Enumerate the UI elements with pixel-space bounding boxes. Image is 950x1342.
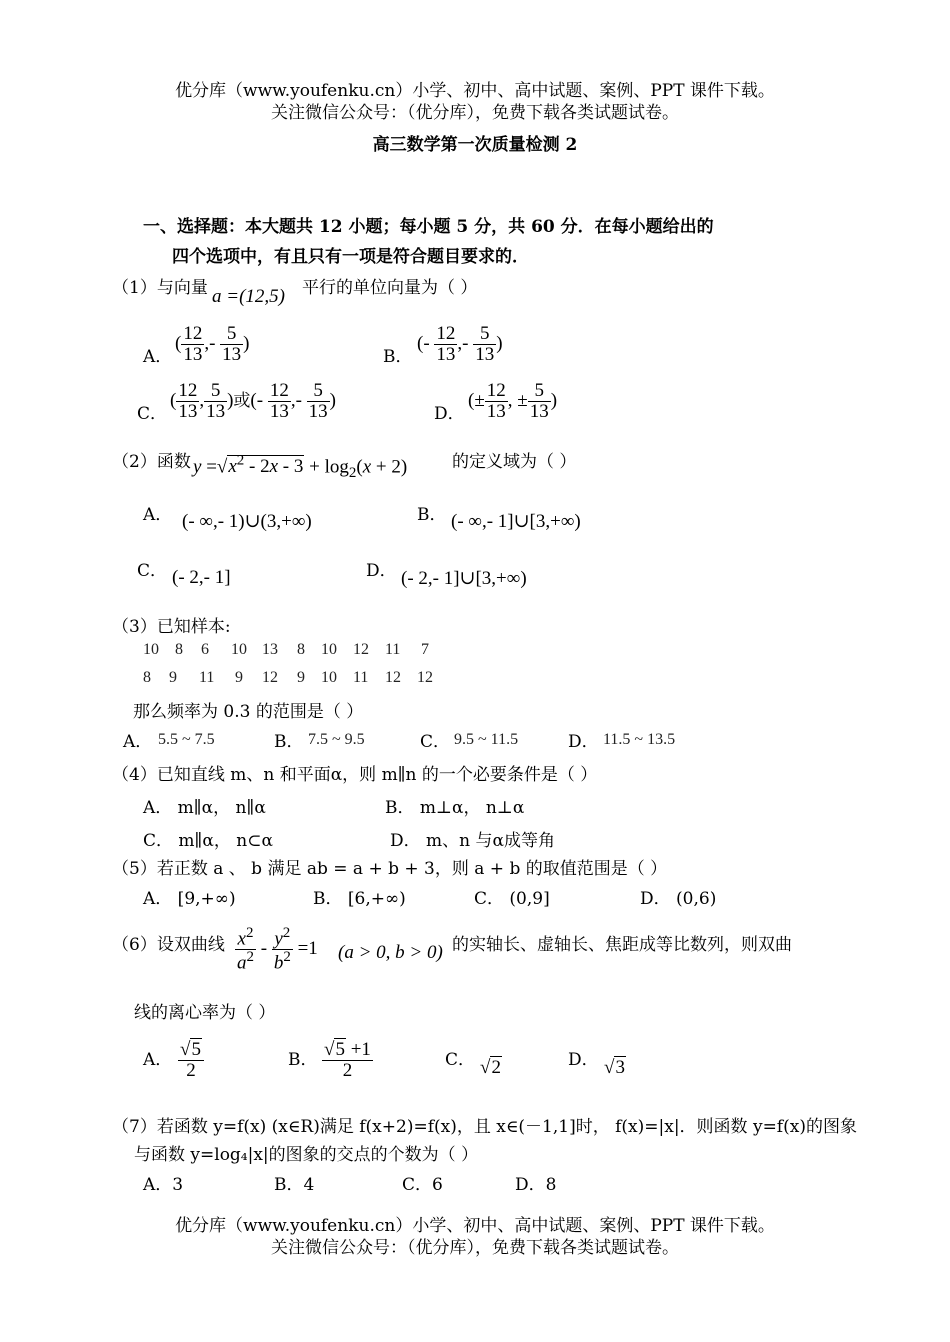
q1-option-a-label: A．: [143, 347, 173, 367]
footer-line-1: 优分库（www.youfenku.cn）小学、初中、高中试题、案例、PPT 课件下载。: [175, 1216, 775, 1236]
sample-value: 12: [262, 669, 278, 686]
sample-value: 11: [199, 669, 215, 686]
q3-option-c-value: 9.5 ~ 11.5: [454, 731, 519, 748]
q6-condition: (a > 0, b > 0): [338, 942, 443, 963]
q1-prefix: （1）与向量: [112, 278, 208, 298]
q4-option-a: A． m∥α， n∥α: [143, 798, 266, 818]
q6-option-b-expr: $\frac{√5 +1}{2}$: [324, 1039, 371, 1081]
sample-value: 12: [353, 641, 369, 658]
q1-suffix: 平行的单位向量为（ ）: [302, 278, 478, 298]
sample-value: 11: [385, 641, 401, 658]
q1-option-c-label: C．: [137, 404, 168, 424]
sample-value: 9: [235, 669, 243, 686]
header-line-2: 关注微信公众号：（优分库），免费下载各类试题试卷。: [271, 103, 679, 123]
q2-function: $y =√x^2 - 2x - 3 + \log_2(x + 2)$: [193, 453, 408, 482]
q6-option-c-label: C．: [445, 1050, 476, 1070]
sample-value: 6: [201, 641, 209, 658]
sample-value: 10: [143, 641, 159, 658]
q2-option-c-label: C．: [137, 561, 168, 581]
q3-option-b-value: 7.5 ~ 9.5: [308, 731, 365, 748]
q6-suffix: 的实轴长、虚轴长、焦距成等比数列，则双曲: [452, 935, 792, 955]
sample-value: 9: [297, 669, 305, 686]
q2-prefix: （2）函数: [112, 452, 191, 472]
q5-option-b: B． [6,+∞): [313, 889, 406, 909]
q6-option-b-label: B．: [288, 1050, 318, 1070]
q3-option-b-label: B．: [274, 732, 304, 752]
q6-line-2: 线的离心率为（ ）: [134, 1003, 276, 1023]
q5-option-a: A． [9,+∞): [143, 889, 236, 909]
q1-option-c-expr: ( $\frac{12}{13}$ , $\frac{5}{13}$ )或(- $\frac{12}{13}$ ,- $\frac{5}{13}$ ): [170, 380, 336, 422]
q1-option-d-label: D．: [434, 404, 465, 424]
q1-option-b-label: B．: [383, 347, 413, 367]
q2-option-d-expr: (- 2,- 1]∪[3,+∞): [401, 568, 527, 589]
sample-value: 7: [421, 641, 429, 658]
sample-value: 10: [231, 641, 247, 658]
q3-option-c-label: C．: [420, 732, 451, 752]
q5-option-d: D． (0,6): [640, 889, 717, 909]
q3-option-a-value: 5.5 ~ 7.5: [158, 731, 215, 748]
q6-option-d-label: D．: [568, 1050, 599, 1070]
q7-option-c: C．6: [402, 1175, 443, 1195]
q2-option-b-label: B．: [417, 505, 447, 525]
q2-option-c-expr: (- 2,- 1]: [172, 567, 231, 588]
sample-value: 13: [262, 641, 278, 658]
q1-option-d-expr: (± $\frac{12}{13}$ , ± $\frac{5}{13}$ ): [468, 380, 558, 422]
page-title: 高三数学第一次质量检测 2: [372, 135, 578, 155]
q7-option-b: B．4: [274, 1175, 315, 1195]
q1-or-text: 或: [233, 390, 251, 411]
sample-value: 11: [353, 669, 369, 686]
q6-option-a-label: A．: [143, 1050, 173, 1070]
q3-question: 那么频率为 0.3 的范围是（ ）: [133, 702, 364, 722]
q2-option-a-label: A．: [143, 505, 173, 525]
q7-line-2: 与函数 y=log₄|x|的图象的交点的个数为（ ）: [134, 1145, 479, 1165]
sample-value: 10: [321, 669, 337, 686]
q7-option-a: A．3: [143, 1175, 184, 1195]
sample-value: 12: [385, 669, 401, 686]
q2-option-a-expr: (- ∞,- 1)∪(3,+∞): [182, 511, 312, 532]
q3-prefix: （3）已知样本:: [112, 617, 231, 637]
q1-option-b-expr: (- $\frac{12}{13}$ ,- $\frac{5}{13}$ ): [417, 323, 503, 365]
q6-prefix: （6）设双曲线: [112, 935, 225, 955]
q6-option-d-expr: √3: [604, 1057, 625, 1078]
q5-text: （5）若正数 a 、 b 满足 ab = a + b + 3，则 a + b 的取值范围是（ ）: [112, 859, 668, 879]
section-heading-line-2: 四个选项中，有且只有一项是符合题目要求的．: [172, 247, 529, 267]
sample-value: 8: [143, 669, 151, 686]
q7-line-1: （7）若函数 y=f(x) (x∈R)满足 f(x+2)=f(x)，且 x∈(－1,1]时， f(x)=|x|．则函数 y=f(x)的图象: [112, 1117, 857, 1137]
sample-value: 8: [297, 641, 305, 658]
sample-value: 8: [175, 641, 183, 658]
q1-vector: a =(12,5): [212, 286, 285, 307]
sample-value: 12: [417, 669, 433, 686]
q4-option-d: D． m、n 与α成等角: [390, 831, 555, 851]
header-line-1: 优分库（www.youfenku.cn）小学、初中、高中试题、案例、PPT 课件下载。: [175, 81, 775, 101]
q4-option-c: C． m∥α， n⊂α: [143, 831, 273, 851]
q2-option-d-label: D．: [366, 561, 397, 581]
section-heading-line-1: 一、选择题：本大题共 12 小题；每小题 5 分，共 60 分．在每小题给出的: [143, 217, 714, 237]
q6-option-c-expr: √2: [480, 1057, 501, 1078]
q2-suffix: 的定义域为（ ）: [452, 452, 577, 472]
q6-hyperbola-equation: $\frac{x^2}{a^2}$ - $\frac{y^2}{b^2}$ =1: [237, 925, 318, 974]
q3-option-d-value: 11.5 ~ 13.5: [603, 731, 676, 748]
q3-option-a-label: A．: [123, 732, 153, 752]
q6-option-a-expr: $\frac{√5}{2}$: [178, 1040, 204, 1081]
q5-option-c: C． (0,9]: [474, 889, 550, 909]
sample-value: 10: [321, 641, 337, 658]
sample-value: 9: [169, 669, 177, 686]
footer-line-2: 关注微信公众号：（优分库），免费下载各类试题试卷。: [271, 1238, 679, 1258]
q4-option-b: B． m⊥α， n⊥α: [385, 798, 525, 818]
q3-option-d-label: D．: [568, 732, 599, 752]
q2-option-b-expr: (- ∞,- 1]∪[3,+∞): [451, 511, 581, 532]
q1-option-a-expr: ( $\frac{12}{13}$ ,- $\frac{5}{13}$ ): [175, 323, 250, 365]
q4-text: （4）已知直线 m、n 和平面α，则 m∥n 的一个必要条件是（ ）: [112, 765, 598, 785]
q7-option-d: D．8: [515, 1175, 557, 1195]
